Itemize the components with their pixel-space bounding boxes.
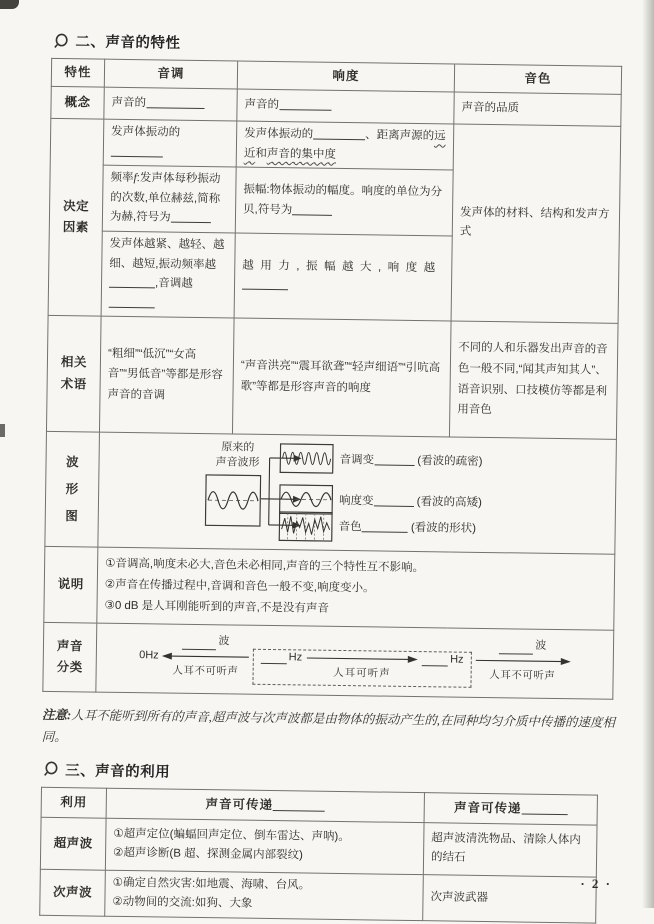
fill-blank [422, 653, 448, 666]
th-pitch: 音调 [104, 59, 237, 89]
waveform-box-pitch [279, 443, 333, 474]
row-label-infrasonic: 次声波 [40, 869, 106, 916]
sound-characteristics-table [42, 58, 622, 700]
ultrasonic-line-2: ②超声诊断(B 超、探测金属内部裂纹) [113, 844, 416, 868]
arrow-right-icon [474, 656, 570, 666]
th-characteristic: 特性 [51, 58, 104, 87]
row-label-concept: 概念 [51, 87, 104, 120]
cell-ultrasonic-info [105, 818, 424, 874]
th-transmit-info: 声音可传递 [106, 788, 424, 822]
wavy-emphasis: 声音的集中度 [267, 148, 336, 161]
fill-blank [521, 801, 567, 815]
inaudible-label-left: 人耳不可听声 [172, 663, 238, 680]
arrow-right-icon [306, 654, 418, 665]
fill-blank [261, 651, 287, 664]
infrasonic-line-2: ②动物间的交流:如狗、大象 [112, 893, 415, 917]
row-label-ultrasonic: 超声波 [40, 817, 106, 870]
attention-text: 人耳不能听到所有的声音,超声波与次声波都是由物体的振动产生的,在同种均匀介质中传播的速度相同。 [42, 708, 615, 744]
page-number: · 2 · [580, 876, 612, 892]
fill-blank [279, 97, 331, 111]
scan-mark [0, 424, 5, 437]
zero-hz-label: 0Hz [139, 649, 159, 662]
row-label-waveform: 波 形 图 [45, 432, 100, 548]
note-line-3: ③0 dB 是人耳刚能听到的声音,不是没有声音 [104, 596, 606, 624]
cell-waveform-diagram [98, 432, 617, 554]
scan-corner-mark [0, 0, 19, 9]
waveform-label-pitch: 音调变 (看波的疏密) [339, 451, 482, 473]
section2-titlebar [53, 0, 654, 59]
fill-blank [292, 202, 332, 216]
fill-blank [499, 641, 533, 654]
waveform-label-timbre: 音色 (看波的形状) [339, 518, 477, 539]
magnifier-icon [43, 761, 58, 777]
audible-range-box [252, 649, 471, 688]
cell-terms-loudness: “声音洪亮”“震耳欲聋”“轻声细语”“引吭高歌”等都是形容声音的响度 [232, 318, 451, 437]
fill-blank [109, 275, 155, 289]
classification-diagram [102, 633, 607, 690]
cell-factors-pitch-1: 发声体振动的 [103, 119, 237, 167]
cell-notes [97, 547, 615, 630]
zero-hz-group [139, 633, 159, 678]
fill-blank [109, 294, 155, 308]
cell-sound-classification [96, 623, 614, 699]
row-label-classify: 声音 分类 [43, 623, 97, 693]
arrow-left-icon [162, 652, 250, 662]
cell-factors-pitch-3: 发声体越紧、越轻、越细、越短,振动频率越,音调越 [101, 231, 235, 318]
waveform-label-loudness: 响度变 (看波的高矮) [339, 492, 482, 514]
section3-titlebar [43, 759, 643, 788]
cell-factors-loudness-3: 越用力,振幅越大,响度越 [234, 233, 452, 321]
cell-infrasonic-info [105, 870, 424, 921]
ultrasound-group: 波 人耳不可听声 [474, 638, 571, 684]
fill-blank [373, 494, 413, 508]
fill-blank [182, 637, 216, 650]
inaudible-label-right: 人耳不可听声 [489, 667, 555, 684]
cell-terms-timbre: 不同的人和乐器发出声音的音色一般不同,“闻其声知其人”、语音识别、口技模仿等都是利用音色 [449, 321, 618, 439]
cell-concept-loudness: 声音的 [237, 89, 454, 124]
fill-blank [273, 798, 325, 812]
ultrasonic-line-1: ①超声定位(蝙蝠回声定位、倒车雷达、声呐)。 [113, 825, 416, 849]
fill-blank [362, 519, 408, 533]
th-transmit-energy: 声音可传递 [424, 793, 597, 825]
section3-title: 三、声音的利用 [65, 759, 170, 781]
attention-label: 注意: [42, 708, 71, 722]
cell-terms-pitch: “粗细”“低沉”“女高音”“男低音”等都是形容声音的音调 [99, 316, 234, 434]
cell-factors-loudness-2: 振幅:物体振动的幅度。响度的单位为分贝,符号为 [235, 167, 453, 236]
row-label-terms: 相关 术语 [46, 316, 101, 433]
wavy-emphasis: 远近 [244, 130, 446, 159]
waveform-box-timbre [278, 511, 332, 542]
cell-infrasonic-energy: 次声波武器 [423, 875, 597, 924]
row-label-notes: 说明 [44, 547, 98, 624]
frequency-symbol: f [133, 172, 136, 184]
fill-blank [242, 277, 288, 291]
sound-uses-table [39, 787, 598, 924]
cell-factors-loudness-1: 发声体振动的 、距离声源的远近和声音的集中度 [236, 121, 454, 170]
audible-low-bound: Hz [261, 651, 303, 665]
row-label-factors: 决定 因素 [48, 119, 104, 317]
attention-note [42, 705, 621, 757]
section2-title: 二、声音的特性 [75, 30, 180, 52]
th-use: 利用 [41, 787, 106, 818]
fill-blank [146, 95, 204, 109]
cell-ultrasonic-energy: 超声波清洗物品、清除人体内的结石 [423, 823, 597, 877]
cell-concept-timbre: 声音的品质 [454, 92, 621, 126]
th-timbre: 音色 [454, 64, 621, 95]
note-line-1: ①音调高,响度未必大,音色未必相同,声音的三个特性互不影响。 [105, 553, 607, 581]
fill-blank [171, 210, 211, 224]
fill-blank [111, 144, 163, 158]
fill-blank [313, 127, 365, 141]
waveform-source-label: 原来的 声音波形 [199, 440, 275, 471]
audible-label: 人耳可听声 [333, 665, 391, 684]
cell-factors-timbre: 发声体的材料、结构和发声方式 [451, 124, 621, 323]
infrasonic-line-1: ①确定自然灾害:如地震、海啸、台风。 [113, 874, 416, 898]
infrasound-group: 波 人耳不可听声 [161, 634, 250, 680]
note-line-2: ②声音在传播过程中,音调和音色一般不变,响度变小。 [105, 575, 607, 603]
audible-high-bound: Hz [422, 653, 464, 667]
fill-blank [374, 453, 414, 467]
cell-concept-pitch: 声音的 [104, 87, 237, 121]
th-loudness: 响度 [237, 61, 454, 92]
magnifier-icon [53, 32, 68, 48]
cell-factors-pitch-2: 频率f:发声体每秒振动的次数,单位赫兹,简称为赫,符号为 [102, 165, 236, 232]
